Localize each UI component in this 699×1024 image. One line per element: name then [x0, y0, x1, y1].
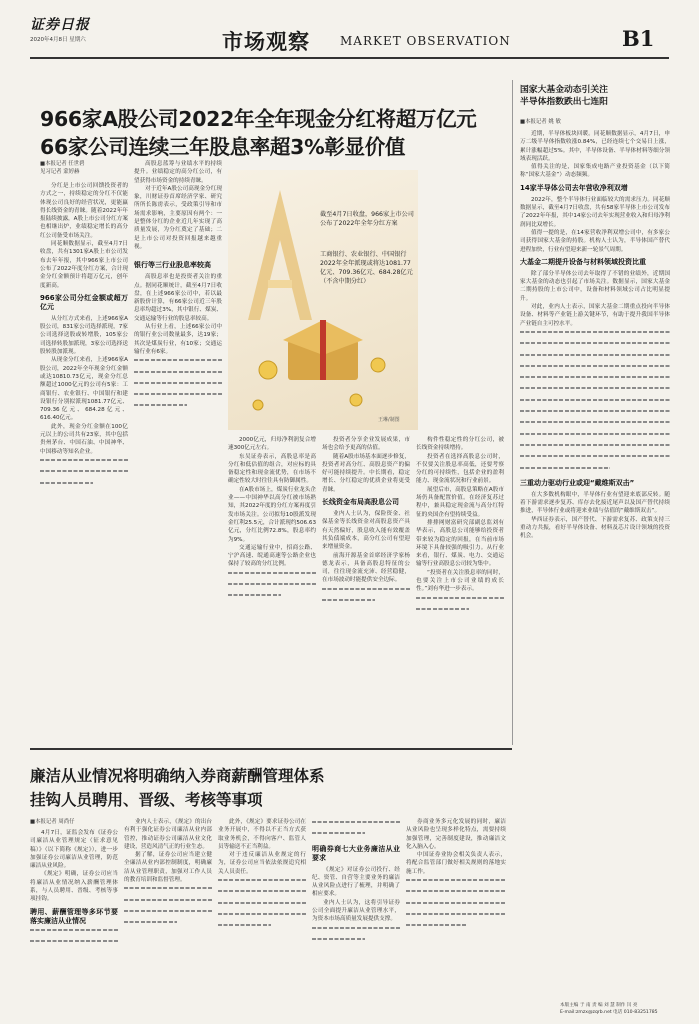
paragraph: 对于近年A股公司高现金分红现象，川财证券首席经济学家、研究所所长陈雳表示，受政策引导和市场需求影响，主要原因有两个：一是整体分红的企业近几年实现了高质量发展，为分红奠定了基础；二是上市公司对投资回报越来越重视。: [134, 185, 222, 250]
sidebar-body: [520, 114, 670, 1020]
subheading: 三重动力驱动行业或迎“戴维斯双击”: [520, 478, 635, 487]
letter-a-shape: [248, 190, 312, 320]
paragraph: 华西证券表示，国产替代、下游需求复苏、政策支持三重动力共振，看好半导体设备、材料及芯片设计领域的投资机会。: [520, 516, 670, 540]
paragraph: 高股息蓝筹与业绩水平的持续提升。业绩稳定的高分红公司，有望获得市场资金的持续青睐。: [134, 161, 222, 184]
paragraph: 《规定》明确，证券公司应当将廉洁从业情况纳入薪酬管理体系，与人员聘用、晋级、考核等事项挂钩。: [30, 871, 118, 903]
paragraph: 东吴证券表示，高股息率是高分红和低估值的组合，对应标的具备稳定性和现金流优势，在市场不确定性较大时往往具有防御属性。: [228, 453, 316, 485]
infographic-credit: 王琳/制图: [378, 417, 400, 423]
coin-icon: [253, 400, 263, 410]
main-lead: 分红是上市公司回馈投资者的方式之一，持续稳定的分红不仅能体现公司良好的经营状况，更能赢得长线资金的青睐。随着2022年年报陆续披露，A股上市公司分红方案也相继出炉，业绩稳定增长的高分红公司备受市场关注。: [40, 183, 128, 239]
paragraph: 据了解，证券公司应当建立健全廉洁从业内部控制制度，明确廉洁从业管理职责，加强对工作人员的教育培训和监督管理。: [124, 852, 212, 884]
paragraph: 近期，半导体板块回暖。同花顺数据显示，4月7日，申万二级半导体指数收涨0.84%，已经连续七个交易日上涨，累计涨幅超过5%。其中，半导体设备、半导体材料等细分领域表现活跃。: [520, 131, 670, 162]
page-number: B1: [622, 26, 655, 51]
issue-date: 2020年4月8日 星期六: [30, 37, 86, 43]
paragraph: 业内人士认为，这将引导证券公司全面提升廉洁从业管理水平，为资本市场高质量发展提供支撑。: [312, 899, 400, 923]
paragraph: “投资者在关注股息率的同时，也要关注上市公司业绩的成长性。”刘有华进一步表示。: [416, 569, 504, 593]
letter-a-crossbar: [268, 280, 292, 288]
paragraph: 同花顺数据显示，截至4月7日收盘，共有1301家A股上市公司发布去年年报，其中966家上市公司公布了2022年度分红方案，合计现金分红金额预计将超万亿元，创年度新高。: [40, 241, 128, 289]
main-headline-2: 66家公司连续三年股息率超3%彰显价值: [40, 135, 406, 159]
main-headline-1: 966家A股公司2022年全年现金分红将超万亿元: [40, 107, 477, 131]
subheading: 14家半导体公司去年营收净利双增: [520, 183, 628, 192]
paragraph: 2022年，整个半导体行业面临较大的需求压力。同花顺数据显示，截至4月7日收盘，共有58家半导体上市公司发布了2022年年报，其中14家公司去年实现营业收入和归母净利润同比双增长。: [520, 196, 670, 228]
paragraph: 排排网财富研究部副总监刘有华表示，高股息公司能够给投资者带来较为稳定的回报，在当前市场环境下具备较强的吸引力。从行业来看，银行、煤炭、电力、交通运输等行业高股息公司较为集中。: [416, 519, 504, 568]
subheading: 长线资金布局高股息公司: [322, 498, 399, 507]
paragraph: 展望后市，高股息策略在A股市场仍具备配置价值。在经济复苏过程中，兼具稳定现金流与高分红特征的央国企有望持续受益。: [416, 486, 504, 518]
paragraph: 值得关注的是，国家集成电路产业投资基金（以下简称“国家大基金”）动态频频。: [520, 164, 670, 179]
sidebar-byline: ■本报记者 姚 敏: [520, 119, 561, 125]
paragraph: 投资者在选择高股息公司时，不仅要关注股息率高低，还要考察分红的可持续性，包括企业的盈利能力、现金流状况和行业前景。: [416, 453, 504, 485]
paragraph: 从行业上看，上述66家公司中的银行业公司数量最多，达19家；其次是煤炭行业，有10家；交通运输行业有6家。: [134, 324, 222, 355]
paragraph: 除了部分半导体公司去年取得了不错的业绩外，近期国家大基金的动态也引起了市场关注。数据显示，国家大基金二期持股的上市公司中，设备和材料领域公司占比明显提升。: [520, 270, 670, 302]
paragraph: 对此，业内人士表示，国家大基金二期重点投向半导体设备、材料等产业链上游关键环节，有助于提升我国半导体产业链自主可控水平。: [520, 304, 670, 327]
paragraph: 高股息率也是投资者关注的重点。据同花顺统计，截至4月7日收盘，在上述966家公司中，若以最新股价计算，有66家公司近三年股息率均超过3%，其中银行、煤炭、交通运输等行业的股息率较高。: [134, 274, 222, 322]
bottom-column-b: [124, 818, 212, 1018]
sidebar-headline-1: 国家大基金动态引关注: [520, 85, 608, 95]
bottom-column-c: [218, 818, 306, 1018]
main-column-1: [40, 160, 128, 740]
paragraph: 投资者分享企业发展成果，市场也会给予更高的估值。: [322, 437, 410, 452]
subheading: 966家公司分红金额或超万亿元: [40, 293, 128, 311]
bottom-column-d: [312, 818, 400, 1018]
subheading: 大基金二期提升设备与材料领域投资比重: [520, 257, 646, 266]
subheading: 银行等三行业股息率较高: [134, 261, 211, 270]
bottom-headline-1: 廉洁从业情况将明确纳入券商薪酬管理体系: [30, 767, 325, 785]
paragraph: 值得一提的是，在14家营收净利双增公司中，有多家公司获得国家大基金的持股。机构人士认为，半导体国产替代进程加快，行业有望迎来新一轮景气周期。: [520, 229, 670, 253]
paragraph: 此外，《规定》要求证券公司在业务开展中，不得以不正当方式获取业务机会，不得向客户、监管人员等输送不正当利益。: [218, 819, 306, 850]
paragraph: 构件性稳定性的分红公司，被长线资金持续增持。: [416, 437, 504, 452]
sidebar-headline-2: 半导体指数跌出七连阳: [520, 97, 608, 107]
paragraph: 中国证券业协会相关负责人表示，将配合监管部门做好相关规则的落地实施工作。: [406, 852, 506, 875]
paragraph: 4月7日，证监会发布《证券公司廉洁从业管理规定（征求意见稿）》（以下简称《规定》），进一步加强证券公司廉洁从业管理，防范廉洁从业风险。: [30, 830, 118, 870]
bottom-column-e: [406, 818, 506, 1018]
paragraph: 在大多数机构眼中，半导体行业有望迎来底部反转。随着下游需求逐步复苏、库存去化接近尾声以及国产替代持续推进，半导体行业或将迎来业绩与估值的“戴维斯双击”。: [520, 491, 670, 515]
subheading: 聘用、薪酬管理等多环节要落实廉洁从业情况: [30, 907, 118, 925]
sidebar-article: [520, 84, 670, 108]
main-byline: ■本报记者 任世碧 见习记者 蒙婷赫: [40, 161, 85, 175]
bottom-byline: ■本报记者 周尚仔: [30, 819, 75, 825]
gift-ribbon-icon: [320, 320, 326, 380]
paragraph: 交通运输行业中，招商公路、宁沪高速、皖通高速等公路企业也保持了较高的分红比例。: [228, 544, 316, 568]
main-column-4: [322, 436, 410, 740]
infographic-callout: 截至4月7日收盘，966家上市公司公布了2022年全年分红方案: [320, 211, 414, 227]
paragraph: 随着A股市场基本面逐步修复，投资者对高分红、高股息资产的偏好可能持续提升。中长期看，稳定增长、分红稳定的优质企业将更受青睐。: [322, 453, 410, 493]
section-title-en: MARKET OBSERVATION: [340, 34, 511, 48]
newspaper-logo: 证券日报: [30, 17, 90, 33]
paragraph: 前海开源基金首席经济学家杨德龙表示，具备高股息特征的公司，往往现金流充沛、经营稳健，在市场波动时能提供安全边际。: [322, 552, 410, 584]
infographic-detail: 工商银行、农业银行、中国银行2022年全年派现或将达1081.77亿元、709.36亿元、684.28亿元（不含中期分红）: [320, 251, 413, 285]
main-column-5: [416, 436, 504, 740]
bottom-headline-2: 挂钩人员聘用、晋级、考核等事项: [30, 791, 263, 809]
section-title: 市场观察: [222, 29, 310, 54]
infographic-art: [228, 170, 418, 430]
paragraph: 2000亿元，归母净利润复合增速300亿元左右。: [228, 437, 316, 452]
coin-icon: [371, 358, 385, 372]
main-column-2: [134, 160, 222, 740]
paragraph: 业内人士表示，《规定》的出台有利于强化证券公司廉洁从业内部管控，推动证券公司廉洁从业文化建设，营造风清气正的行业生态。: [124, 819, 212, 850]
paragraph: 券商业务多元化发展的同时，廉洁从业风险也呈现多样化特点，需要持续加强管理，完善制度建设，推动廉洁文化入脑入心。: [406, 819, 506, 850]
footer-editors: 本版主编 于 南 责 编 刘 慧 制作 闫 亮: [560, 1003, 638, 1008]
paragraph: 从现金分红来看，上述966家A股公司，2022年全年现金分红金额或达10810.73亿元，现金分红总额超过1000亿元的公司有5家：工商银行、农业银行、中国银行和建设银行分别拟派现1081.77亿元、709.36亿元、684.28亿元、616.40亿元。: [40, 357, 128, 422]
paragraph: 此外，现金分红金额在100亿元以上的公司共有23家，其中包括贵州茅台、中国石油、中国神华、中国移动等知名企业。: [40, 423, 128, 455]
paragraph: 业内人士认为，保险资金、社保基金等长线资金对高股息资产具有天然偏好，股息收入能有效覆盖其负债端成本，高分红公司有望迎来增量资金。: [322, 511, 410, 551]
coin-icon: [259, 361, 277, 379]
subheading: 明确券商七大业务廉洁从业要求: [312, 844, 400, 862]
main-column-3: [228, 436, 316, 740]
paragraph: 从分红方式来看，上述966家A股公司，831家公司选择派现，7家公司选择送股或转增股，105家公司选择转股加派现，3家公司选择送股转股加派现。: [40, 315, 128, 356]
footer-contact: E-mail:zmzx@zqrb.net 电话 010-83251785: [560, 1010, 658, 1015]
paragraph: 对于违反廉洁从业规定的行为，证券公司应当依法依规追究相关人员责任。: [218, 852, 306, 875]
coin-icon: [350, 394, 362, 406]
footer: [560, 1002, 670, 1016]
paragraph: 在A股市场上，煤炭行业龙头企业——中国神华以高分红被市场熟知，其2022年度的分红方案再度引发市场关注。公司拟每10股派发现金红利25.5元，合计派现约506.63亿元，分红比例72.8%，股息率约为9%。: [228, 486, 316, 543]
bottom-column-a: [30, 818, 118, 1018]
paragraph: 《规定》对证券公司投行、经纪、资管、自营等主要业务的廉洁从业风险点进行了梳理，并明确了相应要求。: [312, 866, 400, 898]
infographic: [228, 170, 418, 430]
